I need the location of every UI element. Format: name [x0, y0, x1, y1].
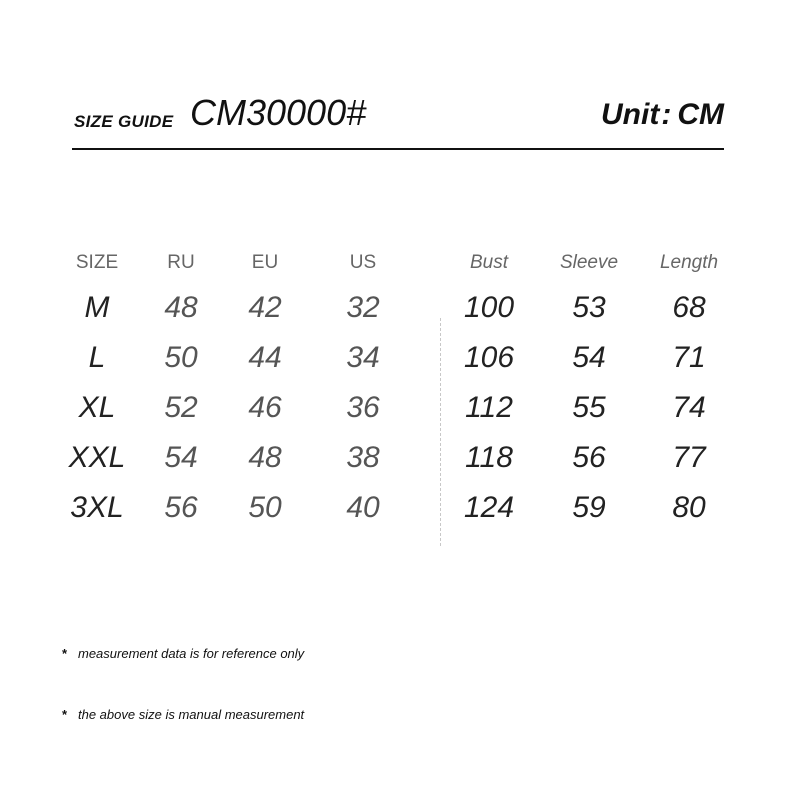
- note-text: the above size is manual measurement: [78, 707, 305, 722]
- note-text: measurement data is for reference only: [78, 646, 305, 661]
- cell-size: 3XL: [70, 491, 124, 524]
- cell-us: 38: [346, 441, 380, 474]
- column-header-bust: Bust: [469, 252, 509, 273]
- cell-length: 68: [672, 291, 706, 324]
- column-header-sleeve: Sleeve: [559, 252, 619, 273]
- cell-us: 36: [346, 391, 380, 424]
- size-guide-label: SIZE GUIDE: [74, 112, 174, 131]
- cell-length: 80: [672, 491, 706, 524]
- cell-eu: 46: [248, 391, 282, 424]
- cell-bust: 118: [465, 441, 513, 474]
- cell-size: L: [88, 341, 106, 374]
- cell-bust: 106: [463, 341, 515, 374]
- cell-bust: 100: [463, 291, 515, 324]
- cell-sleeve: 55: [572, 391, 606, 424]
- note-reference: [62, 646, 304, 661]
- cell-size: XL: [78, 391, 116, 424]
- unit-value: CM: [677, 98, 724, 131]
- cell-sleeve: 56: [572, 441, 606, 474]
- cell-us: 32: [346, 291, 380, 324]
- unit-separator: :: [661, 98, 672, 131]
- cell-ru: 54: [164, 441, 198, 474]
- cell-ru: 50: [164, 341, 198, 374]
- cell-bust: 112: [465, 391, 513, 424]
- cell-size: M: [84, 291, 110, 324]
- note-marker: *: [62, 707, 68, 722]
- cell-length: 74: [672, 391, 706, 424]
- column-header-size: SIZE: [75, 252, 119, 273]
- cell-eu: 48: [248, 441, 282, 474]
- cell-sleeve: 59: [572, 491, 606, 524]
- cell-ru: 48: [164, 291, 198, 324]
- cell-length: 77: [672, 441, 706, 474]
- column-divider: [440, 318, 441, 546]
- unit-label: Unit: [601, 98, 660, 131]
- cell-us: 34: [346, 341, 380, 374]
- cell-eu: 44: [248, 341, 282, 374]
- cell-length: 71: [672, 341, 706, 374]
- cell-eu: 50: [248, 491, 282, 524]
- cell-sleeve: 54: [572, 341, 606, 374]
- note-marker: *: [62, 646, 68, 661]
- column-header-ru: RU: [167, 252, 195, 273]
- column-header-us: US: [349, 252, 377, 273]
- product-code: CM30000#: [190, 92, 367, 133]
- cell-ru: 56: [164, 491, 198, 524]
- cell-bust: 124: [463, 491, 515, 524]
- cell-us: 40: [346, 491, 380, 524]
- cell-size: XXL: [68, 441, 126, 474]
- cell-eu: 42: [248, 291, 282, 324]
- note-manual-measurement: [62, 707, 304, 722]
- column-header-length: Length: [659, 252, 719, 273]
- cell-ru: 52: [164, 391, 198, 424]
- cell-sleeve: 53: [572, 291, 606, 324]
- column-header-eu: EU: [251, 252, 279, 273]
